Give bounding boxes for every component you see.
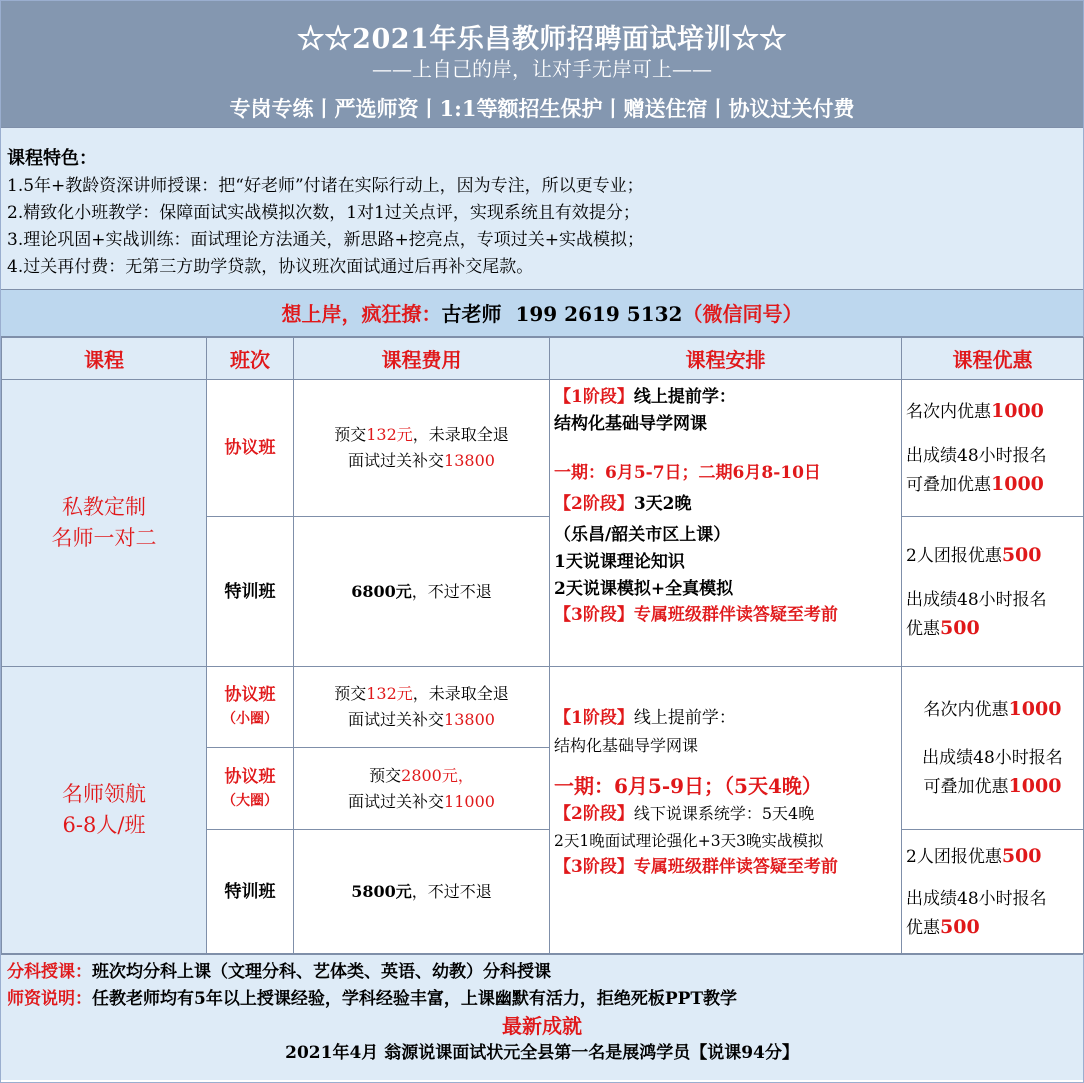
table-row	[2, 667, 1084, 748]
stage-title: 线上提前学：	[633, 387, 736, 407]
contact-suffix: （微信同号）	[682, 302, 803, 326]
schedule-period: 一期：6月5-7日；二期6月8-10日	[554, 463, 821, 483]
contact-prefix: 想上岸，疯狂撩：	[281, 302, 442, 326]
header-banner	[1, 1, 1083, 127]
fee-text: 面试过关补交	[348, 791, 445, 811]
class-sub-label: （小圈）	[222, 711, 278, 727]
course-name-lead	[2, 667, 207, 954]
discount-amount: 500	[940, 616, 980, 639]
col-header-fee: 课程费用	[294, 338, 550, 380]
contact-banner	[1, 289, 1083, 337]
discount-amount: 500	[1001, 543, 1042, 566]
course-name-line: 6-8人/班	[62, 813, 146, 837]
poster-slogan: ——上自己的岸，让对手无岸可上——	[372, 57, 712, 81]
feature-item: 4.过关再付费：无第三方助学贷款，协议班次面试通过后再补交尾款。	[7, 257, 534, 277]
feature-item: 3.理论巩固+实战训练：面试理论方法通关，新思路+挖亮点，专项过关+实战模拟；	[7, 230, 644, 250]
schedule-cell	[550, 380, 902, 667]
subject-note	[7, 959, 1077, 986]
discount-text: 出成绩48小时报名	[922, 748, 1063, 768]
stage-tag: 【1阶段】	[554, 708, 634, 728]
discount-text: 出成绩48小时报名	[906, 446, 1047, 466]
class-type	[207, 380, 294, 517]
discount-amount: 1000	[991, 473, 1044, 495]
note-label: 分科授课：	[7, 962, 92, 982]
schedule-period: 一期：6月5-9日；（5天4晚）	[554, 774, 822, 798]
discount-amount: 1000	[1008, 775, 1062, 797]
discount-cell	[902, 517, 1084, 667]
stage-desc: 结构化基础导学网课	[554, 736, 699, 755]
stage-desc: 结构化基础导学网课	[554, 414, 707, 434]
course-name-line: 名师领航	[62, 782, 146, 806]
fee-text: 预交	[334, 425, 367, 444]
fee-text: ，未录取全退	[412, 425, 509, 444]
discount-text: 2人团报优惠	[906, 846, 1002, 867]
stage-desc: 2天1晚面试理论强化+3天3晚实战模拟	[554, 832, 824, 850]
course-features	[1, 127, 1083, 289]
feature-item: 1.5年+教龄资深讲师授课：把“好老师”付诸在实际行动上，因为专注，所以更专业；	[7, 176, 644, 196]
col-header-class: 班次	[207, 338, 294, 380]
class-type	[207, 667, 294, 748]
features-heading: 课程特色：	[7, 148, 97, 169]
table-header-row	[2, 338, 1084, 380]
stage-title: 线下说课系统学：5天4晚	[633, 804, 815, 823]
fee-text: ，不过不退	[411, 581, 492, 601]
class-label: 特训班	[224, 581, 276, 602]
fee-text: ，不过不退	[411, 881, 492, 901]
schedule-cell	[550, 667, 902, 954]
contact-name: 古老师	[441, 302, 502, 326]
class-label: 协议班	[224, 766, 276, 787]
discount-text: 出成绩48小时报名	[906, 888, 1047, 909]
fee-amount: 13800	[444, 710, 495, 729]
discount-text: 2人团报优惠	[906, 545, 1002, 566]
stage-desc: 2天说课模拟+全真模拟	[554, 579, 734, 599]
discount-cell	[902, 830, 1084, 954]
discount-text: 出成绩48小时报名	[906, 589, 1047, 610]
footer-notes	[1, 954, 1083, 1080]
class-label: 协议班	[224, 438, 276, 458]
fee-amount: 2800元，	[401, 765, 474, 785]
note-label: 师资说明：	[7, 989, 92, 1009]
col-header-course: 课程	[2, 338, 207, 380]
course-name-private	[2, 380, 207, 667]
discount-cell	[902, 380, 1084, 517]
feature-tags: 专岗专练丨严选师资丨1:1等额招生保护丨赠送住宿丨协议过关付费	[229, 96, 855, 121]
discount-amount: 500	[940, 915, 980, 938]
fee-amount: 11000	[444, 791, 495, 811]
stage-title: 3天2晚	[633, 494, 692, 514]
table-row	[2, 380, 1084, 517]
col-header-schedule: 课程安排	[550, 338, 902, 380]
discount-text: 优惠	[906, 618, 940, 639]
fee-cell	[294, 517, 550, 667]
fee-text: ，未录取全退	[412, 684, 509, 703]
course-name-line: 私教定制	[62, 495, 146, 519]
discount-text: 可叠加优惠	[923, 777, 1009, 797]
feature-item: 2.精致化小班教学：保障面试实战模拟次数，1对1过关点评，实现系统且有效提分；	[7, 203, 640, 223]
stage-tag: 【2阶段】	[554, 804, 634, 824]
discount-text: 名次内优惠	[906, 402, 991, 422]
note-text: 班次均分科上课（文理分科、艺体类、英语、幼教）分科授课	[92, 962, 551, 982]
fee-amount: 132元	[366, 684, 413, 703]
discount-amount: 1000	[1008, 698, 1062, 720]
stage-location: （乐昌/韶关市区上课）	[554, 525, 731, 545]
discount-amount: 500	[1001, 844, 1042, 867]
fee-amount: 132元	[366, 425, 413, 444]
discount-text: 名次内优惠	[923, 700, 1009, 720]
fee-amount: 5800元	[351, 881, 412, 901]
discount-text: 优惠	[906, 917, 940, 938]
fee-text: 预交	[369, 765, 402, 785]
fee-text: 面试过关补交	[348, 451, 445, 470]
course-name-line: 名师一对二	[51, 526, 157, 550]
col-header-discount: 课程优惠	[902, 338, 1084, 380]
stage-tag: 【2阶段】	[554, 494, 634, 514]
latest-heading: 最新成就	[502, 1014, 582, 1038]
class-type	[207, 517, 294, 667]
class-sub-label: （大圈）	[222, 792, 278, 809]
discount-amount: 1000	[991, 400, 1044, 422]
class-label: 特训班	[224, 881, 276, 902]
course-table	[1, 337, 1084, 954]
discount-cell	[902, 667, 1084, 830]
fee-amount: 13800	[444, 451, 495, 470]
stage-tag: 【1阶段】	[554, 387, 634, 407]
fee-cell	[294, 380, 550, 517]
fee-text: 面试过关补交	[348, 710, 445, 729]
fee-cell	[294, 667, 550, 748]
discount-text: 可叠加优惠	[906, 475, 991, 495]
class-type	[207, 830, 294, 954]
fee-cell	[294, 748, 550, 830]
stage-title: 线上提前学：	[633, 708, 736, 728]
stage-tag: 【3阶段】专属班级群伴读答疑至考前	[554, 605, 838, 625]
fee-cell	[294, 830, 550, 954]
stage-desc: 1天说课理论知识	[554, 552, 685, 572]
teacher-note	[7, 986, 1077, 1013]
contact-phone: 199 2619 5132	[515, 302, 683, 326]
fee-text: 预交	[334, 684, 367, 703]
achievement-text: 2021年4月 翁源说课面试状元全县第一名是展鸿学员【说课94分】	[285, 1043, 799, 1063]
class-type	[207, 748, 294, 830]
poster-title: ☆☆2021年乐昌教师招聘面试培训☆☆	[297, 24, 787, 55]
stage-tag: 【3阶段】专属班级群伴读答疑至考前	[554, 857, 838, 877]
note-text: 任教老师均有5年以上授课经验，学科经验丰富，上课幽默有活力，拒绝死板PPT教学	[92, 989, 738, 1009]
fee-amount: 6800元	[351, 581, 412, 601]
class-label: 协议班	[224, 685, 276, 705]
